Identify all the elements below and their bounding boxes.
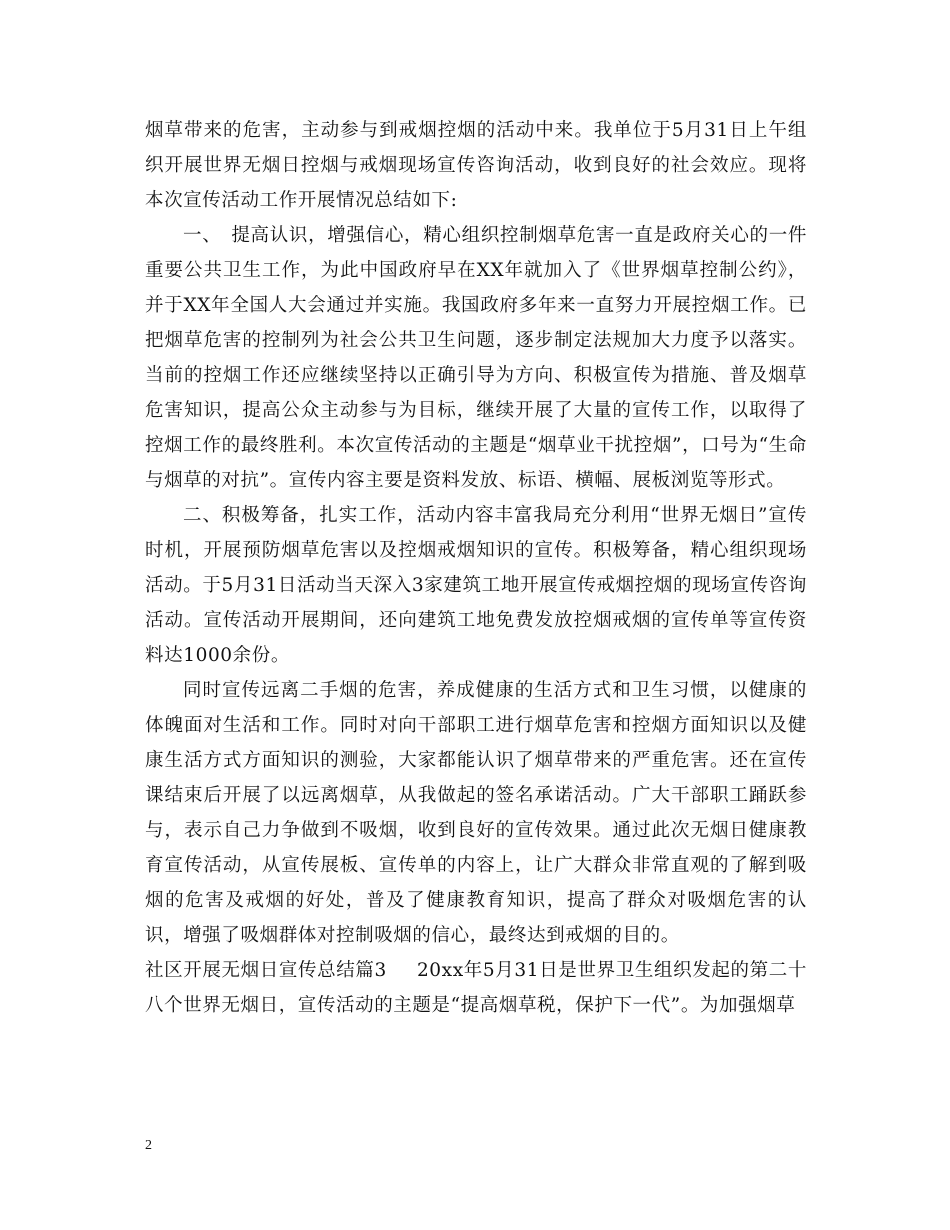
paragraph-section-two: 二、积极筹备，扎实工作，活动内容丰富我局充分利用“世界无烟日”宣传时机，开展预防烟草危害以及控烟戒烟知识的宣传。积极筹备，精心组织现场活动。于5月31日活动当天深入3家建筑工地开展宣传戒烟控烟的现场宣传咨询活动。宣传活动开展期间，还向建筑工地免费发放控烟戒烟的宣传单等宣传资料达1000余份。: [145, 505, 807, 666]
paragraph-results: 同时宣传远离二手烟的危害，养成健康的生活方式和卫生习惯，以健康的体魄面对生活和工作。同时对向干部职工进行烟草危害和控烟方面知识以及健康生活方式方面知识的测验，大家都能认识了烟草带来的严重危害。还在宣传课结束后开展了以远离烟草，从我做起的签名承诺活动。广大干部职工踊跃参与，表示自己力争做到不吸烟，收到良好的宣传效果。通过此次无烟日健康教育宣传活动，从宣传展板、宣传单的内容上，让广大群众非常直观的了解到吸烟的危害及戒烟的好处，普及了健康教育知识，提高了群众对吸烟危害的认识，增强了吸烟群体对控制吸烟的信心，最终达到戒烟的目的。: [145, 680, 807, 946]
paragraph-intro: 烟草带来的危害，主动参与到戒烟控烟的活动中来。我单位于5月31日上午组织开展世界无烟日控烟与戒烟现场宣传咨询活动，收到良好的社会效应。现将本次宣传活动工作开展情况总结如下:: [145, 120, 807, 211]
document-page: [145, 113, 807, 1023]
section-heading-title: 社区开展无烟日宣传总结篇3: [145, 960, 387, 981]
page-number: 2: [145, 1138, 152, 1153]
section-heading-line: [145, 953, 807, 1023]
section-heading-text: 20xx年5月31日是世界卫生组织发起的第二十八个世界无烟日，宣传活动的主题是“提高烟草税，保护下一代”。为加强烟草: [145, 960, 807, 1016]
paragraph-section-one: 一、 提高认识，增强信心，精心组织控制烟草危害一直是政府关心的一件重要公共卫生工作，为此中国政府早在XX年就加入了《世界烟草控制公约》，并于XX年全国人大会通过并实施。我国政府多年来一直努力开展控烟工作。已把烟草危害的控制列为社会公共卫生问题，逐步制定法规加大力度予以落实。当前的控烟工作还应继续坚持以正确引导为方向、积极宣传为措施、普及烟草危害知识，提高公众主动参与为目标，继续开展了大量的宣传工作，以取得了控烟工作的最终胜利。本次宣传活动的主题是“烟草业干扰控烟”，口号为“生命与烟草的对抗”。宣传内容主要是资料发放、标语、横幅、展板浏览等形式。: [145, 225, 807, 491]
